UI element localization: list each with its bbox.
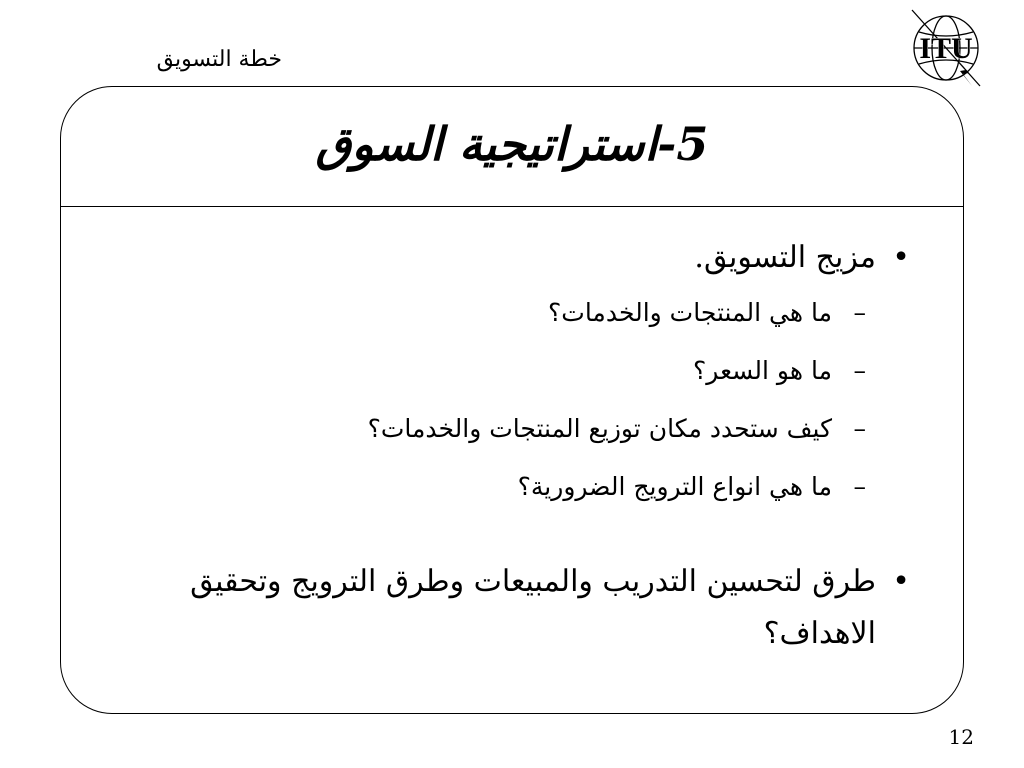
page-number: 12 (948, 725, 974, 749)
sub-item-text: ما هو السعر؟ (693, 356, 832, 385)
dash-icon: – (853, 472, 866, 501)
dash-icon: – (853, 414, 866, 443)
bullet-text: مزيج التسويق. (694, 240, 876, 275)
dash-icon: – (853, 298, 866, 327)
dash-icon: – (853, 356, 866, 385)
sub-item-text: ما هي انواع الترويج الضرورية؟ (517, 472, 832, 501)
sub-item (92, 342, 910, 400)
slide-title: 5-استراتيجية السوق (315, 117, 709, 171)
bullet-item (92, 556, 910, 660)
section-title: خطة التسويق (156, 47, 282, 72)
title-divider (60, 206, 964, 207)
sub-item-text: كيف ستحدد مكان توزيع المنتجات والخدمات؟ (367, 414, 832, 443)
itu-logo-icon (900, 2, 994, 96)
sub-item (92, 400, 910, 458)
bullet-icon: • (892, 240, 910, 275)
sub-item-text: ما هي المنتجات والخدمات؟ (548, 298, 832, 327)
sub-item (92, 284, 910, 342)
spacer (92, 516, 910, 556)
slide-content (92, 232, 910, 660)
bullet-text: طرق لتحسين التدريب والمبيعات وطرق الترويج وتحقيق الاهداف؟ (190, 564, 876, 651)
logo-text: ITU (919, 32, 973, 65)
bullet-icon: • (892, 564, 910, 599)
bullet-item (92, 232, 910, 284)
sub-item (92, 458, 910, 516)
